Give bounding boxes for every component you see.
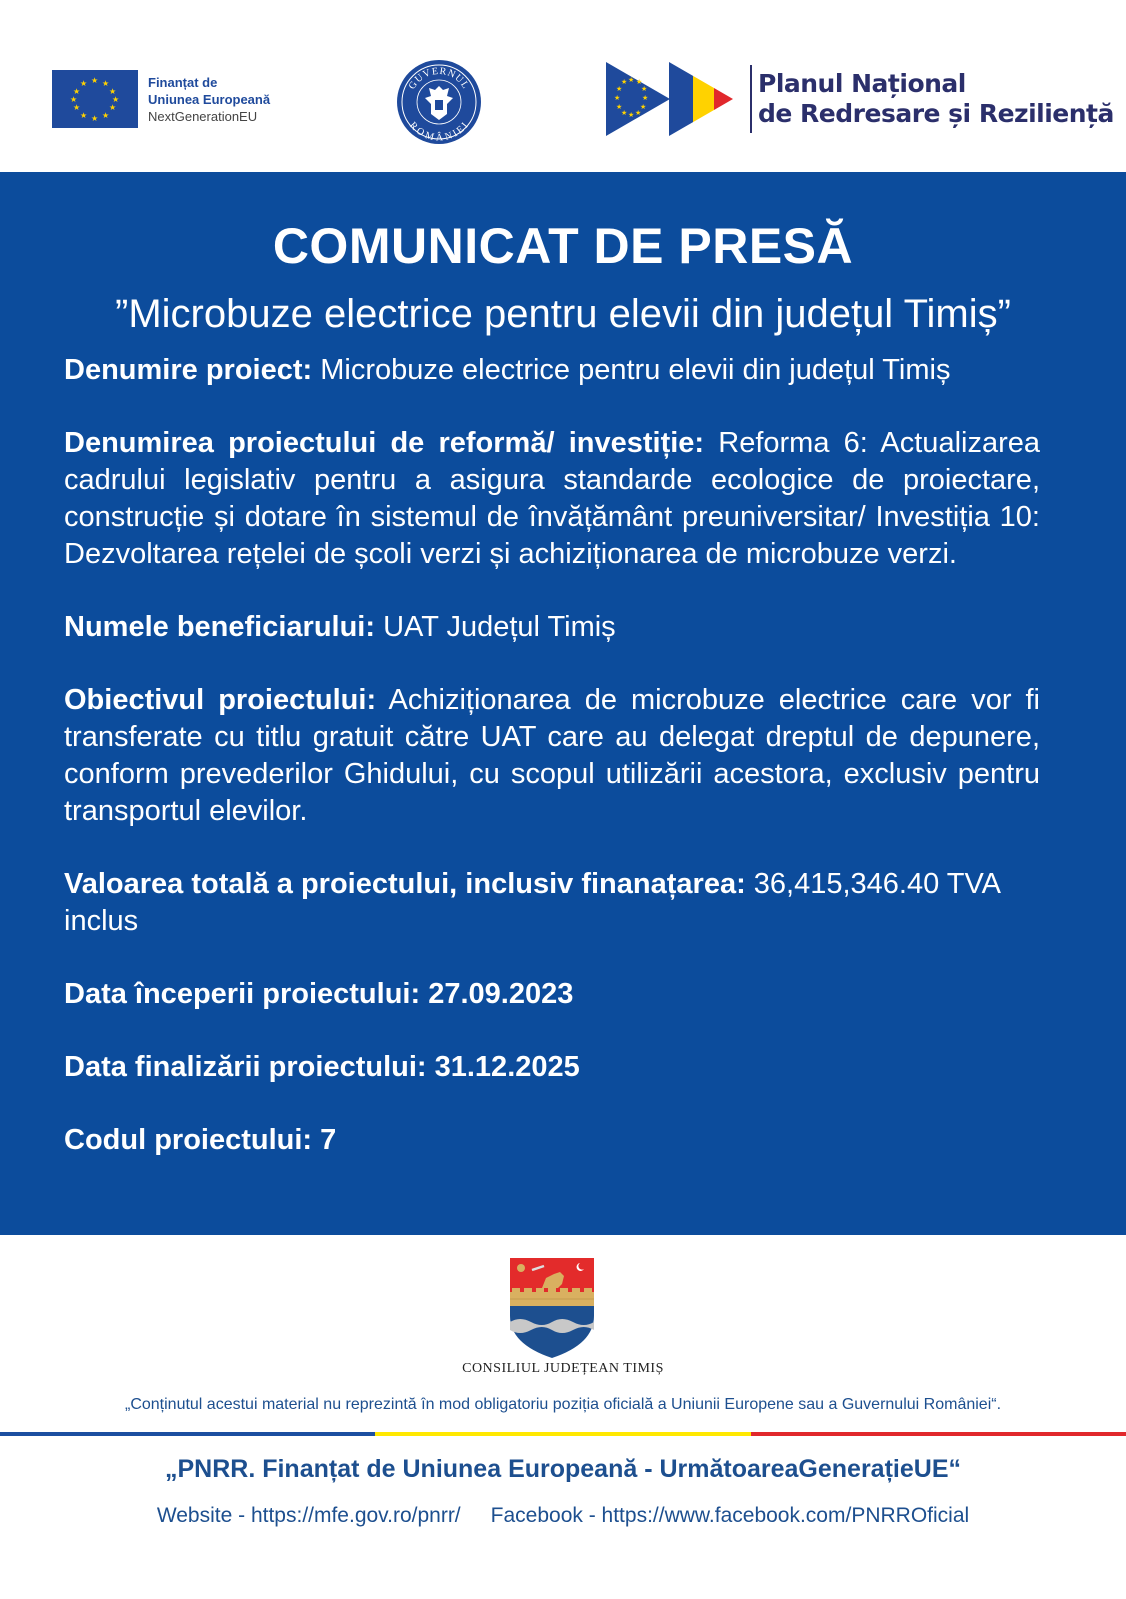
page-subtitle: ”Microbuze electrice pentru elevii din județul Timiș” xyxy=(115,292,1011,336)
field-value: 31.12.2025 xyxy=(426,1051,580,1083)
romanian-tricolor-divider xyxy=(0,1432,1126,1436)
field-label: Denumirea proiectului de reformă/ investiție: xyxy=(64,427,705,459)
svg-text:★: ★ xyxy=(628,76,635,84)
eu-logo-line1: Finanțat de xyxy=(148,74,218,90)
field-label: Numele beneficiarului: xyxy=(64,611,376,643)
field-beneficiary xyxy=(64,609,1040,646)
svg-text:★: ★ xyxy=(614,94,621,102)
timis-county-crest-icon xyxy=(510,1258,594,1358)
pnrr-arrows-icon xyxy=(606,62,746,136)
eu-logo-line3: NextGenerationEU xyxy=(148,108,258,124)
eu-flag-icon: ★ ★ ★ ★ ★ ★ ★ ★ ★ ★ ★ ★ xyxy=(52,70,138,128)
svg-text:★: ★ xyxy=(636,78,643,86)
svg-text:★: ★ xyxy=(642,94,649,102)
project-details xyxy=(64,352,1040,1195)
field-label: Data începerii proiectului: xyxy=(64,978,421,1010)
field-objective xyxy=(64,682,1040,830)
svg-text:★: ★ xyxy=(621,78,628,86)
field-project-name xyxy=(64,352,1040,389)
field-value: UAT Județul Timiș xyxy=(375,611,616,643)
eu-funding-logo xyxy=(52,70,270,128)
pnrr-slogan: „PNRR. Finanțat de Uniunea Europeană - UrmătoareaGenerațieUE“ xyxy=(164,1455,961,1483)
footer-links xyxy=(0,1504,1126,1528)
field-label: Denumire proiect: xyxy=(64,354,313,386)
press-release-panel xyxy=(0,172,1126,1235)
field-label: Data finalizării proiectului: xyxy=(64,1051,427,1083)
svg-text:★: ★ xyxy=(635,109,642,117)
pnrr-divider xyxy=(750,65,752,133)
field-total-value xyxy=(64,866,1040,940)
svg-text:GUVERNUL: GUVERNUL xyxy=(406,65,472,92)
field-value: Microbuze electrice pentru elevii din județul Timiș xyxy=(312,354,951,386)
pnrr-logo xyxy=(606,62,1114,136)
page-title: COMUNICAT DE PRESĂ xyxy=(272,218,854,274)
field-label: Obiectivul proiectului: xyxy=(64,684,377,716)
pnrr-logo-line1: Planul Național xyxy=(758,69,966,98)
field-reform-investment xyxy=(64,425,1040,573)
svg-text:ROMÂNIEI: ROMÂNIEI xyxy=(407,120,472,144)
svg-text:★: ★ xyxy=(616,103,623,111)
pnrr-logo-line2: de Redresare și Reziliență xyxy=(758,99,1114,128)
field-label: Codul proiectului: xyxy=(64,1124,313,1156)
svg-text:★: ★ xyxy=(641,85,648,93)
svg-text:★: ★ xyxy=(616,85,623,93)
field-value: 27.09.2023 xyxy=(420,978,574,1010)
eu-disclaimer: „Conținutul acestui material nu reprezintă în mod obligatoriu poziția oficială a Uniunii Europene sau a Guvernului României“. xyxy=(124,1396,1002,1413)
header-logos xyxy=(0,0,1126,172)
svg-text:★: ★ xyxy=(621,109,628,117)
facebook-link[interactable]: Facebook - https://www.facebook.com/PNRROficial xyxy=(490,1504,970,1527)
eu-logo-line2: Uniunea Europeană xyxy=(148,91,271,107)
svg-text:★: ★ xyxy=(628,111,635,119)
field-end-date xyxy=(64,1049,1040,1086)
field-value: 7 xyxy=(312,1124,337,1156)
field-value: Achiziționarea de microbuze electrice care vor fi transferate cu titlu gratuit către UAT care au delegat dreptul de depunere, conform prevederilor Ghidului, cu scopul utilizării acestora, exclusiv pentru transportul elevilor. xyxy=(64,684,1040,827)
romanian-government-seal-icon xyxy=(397,60,481,144)
website-link[interactable]: Website - https://mfe.gov.ro/pnrr/ xyxy=(156,1504,461,1527)
svg-text:★: ★ xyxy=(640,103,647,111)
council-name: CONSILIUL JUDEȚEAN TIMIȘ xyxy=(462,1361,664,1376)
field-value: 36,415,346.40 TVA inclus xyxy=(64,868,1000,937)
field-value: Reforma 6: Actualizarea cadrului legislativ pentru a asigura standarde ecologice de proiectare, construcție și dotare în sistemul de învățământ preuniversitar/ Investiția 10: Dezvoltarea rețelei de școli verzi și achiziționarea de microbuze verzi. xyxy=(64,427,1040,570)
field-project-code xyxy=(64,1122,1040,1159)
field-label: Valoarea totală a proiectului, inclusiv finanațarea: xyxy=(64,868,746,900)
field-start-date xyxy=(64,976,1040,1013)
